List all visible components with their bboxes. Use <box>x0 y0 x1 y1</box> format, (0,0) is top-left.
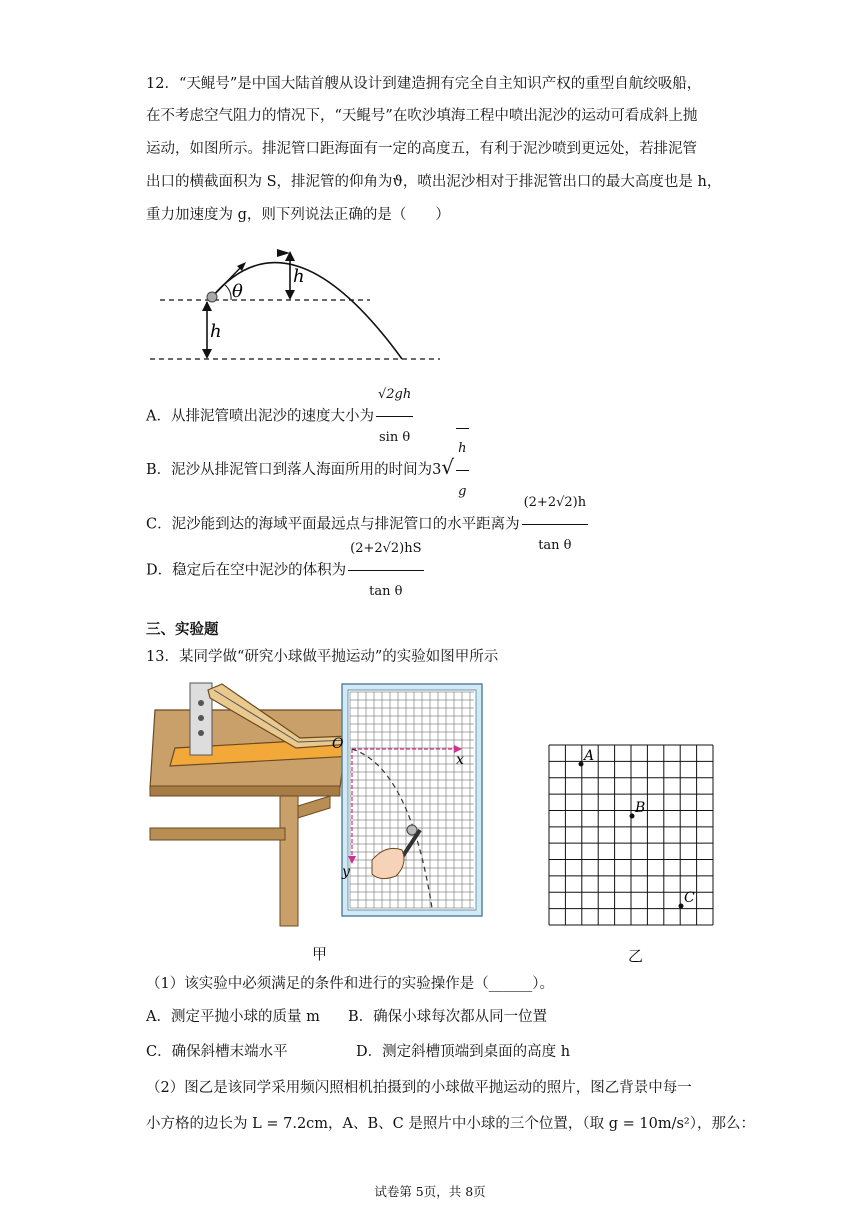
point-b <box>630 814 635 819</box>
option-c-text: C．泥沙能到达的海域平面最远点与排泥管口的水平距离为 <box>146 516 520 533</box>
figure-jia-label: 甲 <box>312 945 328 963</box>
option-b: B．泥沙从排泥管口到落人海面所用的时间为3√ $\frac{h}{g}$ <box>146 428 471 512</box>
q12-line1: 12．“天鲲号”是中国大陆首艘从设计到建造拥有完全自主知识产权的重型自航绞吸船， <box>146 76 702 92</box>
point-c-label: C <box>684 890 695 906</box>
option-b-numerator: h <box>456 429 468 471</box>
apparatus-figure <box>150 678 490 928</box>
point-a <box>579 762 584 767</box>
q13-sub2-line1: （2）图乙是该同学采用频闪照相机拍摄到的小球做平抛运动的照片，图乙背景中每一 <box>146 1080 692 1096</box>
projectile-figure <box>140 240 450 370</box>
section-title: 三、实验题 <box>146 621 219 638</box>
option-a-text: A．从排泥管喷出泥沙的速度大小为 <box>146 408 374 425</box>
point-a-label: A <box>584 748 595 764</box>
q13-intro: 13．某同学做“研究小球做平抛运动”的实验如图甲所示 <box>146 649 499 665</box>
axis-x-label: x <box>456 752 464 768</box>
option-a-numerator: √2gh <box>376 375 413 417</box>
option-d-denominator: tan θ <box>369 584 403 599</box>
q13-opt1d: D．测定斜槽顶端到桌面的高度 h <box>356 1044 571 1060</box>
point-b-label: B <box>635 800 646 816</box>
q12-line3: 运动，如图所示。排泥管口距海面有一定的高度五，有利于泥沙喷到更远处，若排泥管 <box>146 141 697 157</box>
q13-sub2-line2: 小方格的边长为 L = 7.2cm，A、B、C 是照片中小球的三个位置，（取 g = 10m/s²），那么： <box>146 1116 755 1132</box>
axis-y-label: y <box>342 864 350 880</box>
q12-line2: 在不考虑空气阻力的情况下，“天鲲号”在吹沙填海工程中喷出泥沙的运动可看成斜上抛 <box>146 108 698 124</box>
q12-line5: 重力加速度为 g，则下列说法正确的是（ ） <box>146 207 450 223</box>
fig-h-top-label: h <box>293 266 305 287</box>
q13-opt1c: C．确保斜槽末端水平 <box>146 1044 288 1060</box>
option-c-numerator: (2+2√2)h <box>522 483 589 525</box>
option-b-coef: 3 <box>432 462 442 478</box>
option-d-numerator: (2+2√2)hS <box>348 529 423 571</box>
q12-line4: 出口的横截面积为 S，排泥管的仰角为ϑ，喷出泥沙相对于排泥管出口的最大高度也是 h， <box>146 174 722 190</box>
option-d-text: D．稳定后在空中泥沙的体积为 <box>146 562 347 579</box>
q13-sub1: （1）该实验中必须满足的条件和进行的实验操作是（______）。 <box>146 976 554 992</box>
axis-o-label: O <box>332 736 344 752</box>
option-d <box>146 529 426 612</box>
option-a-denominator: sin θ <box>379 430 411 445</box>
fig-theta-label: θ <box>232 281 243 302</box>
photo-grid-figure <box>548 744 714 926</box>
option-c-denominator: tan θ <box>538 538 572 553</box>
figure-yi-label: 乙 <box>628 947 644 965</box>
option-b-text: B．泥沙从排泥管口到落人海面所用的时间为 <box>146 462 433 478</box>
q13-opt1a: A．测定平抛小球的质量 m <box>146 1009 320 1025</box>
fig-h-bottom-label: h <box>210 321 222 342</box>
option-b-denominator: g <box>458 484 467 499</box>
point-c <box>679 904 684 909</box>
q13-opt1b: B．确保小球每次都从同一位置 <box>348 1009 548 1025</box>
page-footer: 试卷第 5页，共 8页 <box>374 1184 486 1199</box>
